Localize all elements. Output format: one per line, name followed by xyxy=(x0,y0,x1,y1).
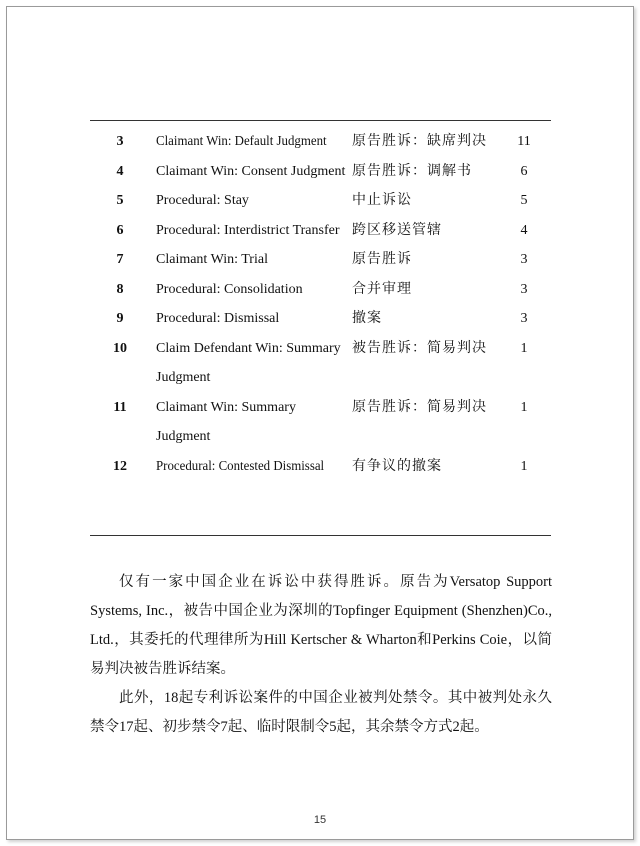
page-number: 15 xyxy=(313,814,327,826)
row-outcome-chinese: 跨区移送管辖 xyxy=(352,221,442,238)
row-outcome-english-text: Procedural: Contested Dismissal xyxy=(156,458,325,474)
row-outcome-english: Procedural: Consolidation xyxy=(156,281,303,297)
row-rank: 5 xyxy=(116,193,124,208)
row-case-count: 1 xyxy=(520,458,528,474)
row-outcome-chinese: 原告胜诉 xyxy=(352,251,412,267)
row-outcome-english-text: Claimant Win: Default Judgment xyxy=(156,134,327,149)
row-rank: 9 xyxy=(116,311,124,326)
row-rank: 8 xyxy=(116,281,124,297)
table-row xyxy=(90,186,551,216)
row-outcome-english: Claim Defendant Win: Summary Judgment xyxy=(156,340,341,385)
row-outcome-chinese: 撤案 xyxy=(352,310,382,326)
paragraph-injunctions: 此外，18起专利诉讼案件的中国企业被判处禁令。其中被判处永久禁令17起、初步禁令7起、临时限制令5起，其余禁令方式2起。 xyxy=(90,690,552,735)
table-row xyxy=(90,334,551,393)
row-outcome-chinese: 有争议的撤案 xyxy=(352,457,442,474)
row-rank: 4 xyxy=(116,163,124,179)
row-outcome-chinese: 中止诉讼 xyxy=(352,192,412,208)
table-bottom-rule xyxy=(90,535,551,536)
row-case-count: 5 xyxy=(520,193,528,208)
row-outcome-english: Procedural: Dismissal xyxy=(156,311,280,326)
row-rank: 7 xyxy=(116,252,124,267)
row-case-count: 6 xyxy=(520,163,528,179)
row-case-count: 3 xyxy=(520,281,528,297)
row-rank: 11 xyxy=(113,399,127,415)
row-outcome-english: Claimant Win: Trial xyxy=(156,252,268,267)
row-case-count: 11 xyxy=(517,134,531,149)
row-rank: 12 xyxy=(113,458,127,474)
table-row xyxy=(90,157,551,187)
body-text xyxy=(90,568,552,742)
row-outcome-english: Procedural: Interdistrict Transfer xyxy=(156,222,340,238)
table-row xyxy=(90,275,551,305)
row-outcome-chinese: 原告胜诉：调解书 xyxy=(352,162,472,179)
case-outcome-table xyxy=(90,127,551,481)
row-rank: 3 xyxy=(116,134,124,149)
row-outcome-english xyxy=(150,452,352,482)
table-row xyxy=(90,304,551,334)
table-row xyxy=(90,216,551,246)
row-rank: 6 xyxy=(116,222,124,238)
row-rank: 10 xyxy=(113,340,127,356)
row-outcome-english: Procedural: Stay xyxy=(156,193,249,208)
table-row xyxy=(90,127,551,157)
row-outcome-chinese: 被告胜诉：简易判决 xyxy=(352,339,487,356)
row-outcome-chinese: 合并审理 xyxy=(352,280,412,297)
table-top-rule xyxy=(90,120,551,121)
row-outcome-chinese: 原告胜诉：缺席判决 xyxy=(352,133,487,149)
row-outcome-english: Claimant Win: Consent Judgment xyxy=(156,163,346,179)
row-case-count: 3 xyxy=(520,311,528,326)
table-row xyxy=(90,452,551,482)
row-case-count: 1 xyxy=(520,399,528,415)
row-outcome-chinese: 原告胜诉：简易判决 xyxy=(352,398,487,415)
row-case-count: 1 xyxy=(520,340,528,356)
row-outcome-english xyxy=(150,127,352,157)
row-case-count: 3 xyxy=(520,252,528,267)
table-row xyxy=(90,245,551,275)
row-outcome-english: Claimant Win: Summary Judgment xyxy=(156,399,296,444)
row-case-count: 4 xyxy=(520,222,528,238)
paragraph-chinese-company-win: 仅有一家中国企业在诉讼中获得胜诉。原告为Versatop Support Systems, Inc.，被告中国企业为深圳的Topfinger Equipment (Shenzhen)Co., Ltd.，其委托的代理律所为Hill Kertscher & Wharton和Perkins Coie，以简易判决被告胜诉结案。 xyxy=(90,574,552,677)
table-row xyxy=(90,393,551,452)
